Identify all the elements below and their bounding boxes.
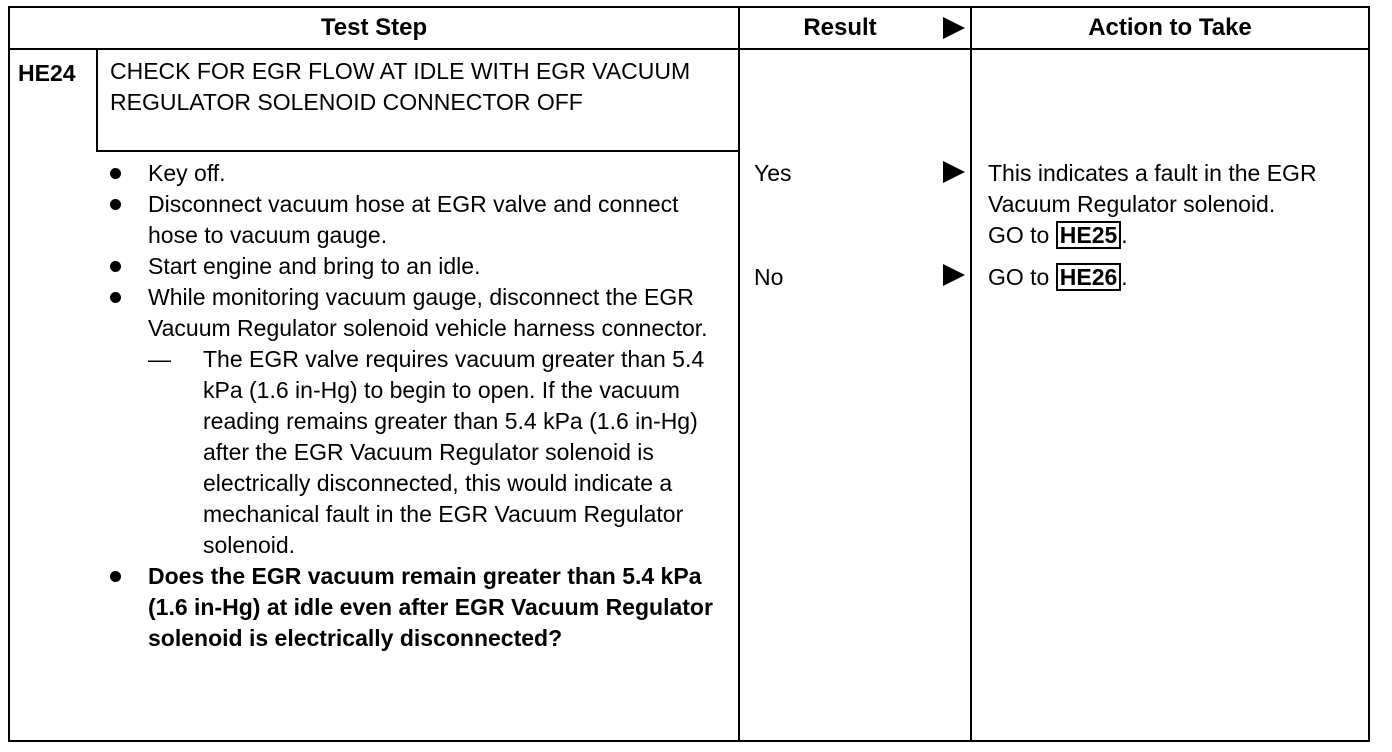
title-bottom-border	[96, 150, 738, 152]
action-no	[988, 262, 1368, 293]
instruction-text: Disconnect vacuum hose at EGR valve and connect hose to vacuum gauge.	[148, 191, 679, 248]
note-text: The EGR valve requires vacuum greater than 5.4 kPa (1.6 in-Hg) to begin to open. If the vacuum reading remains greater than 5.4 kPa (1.6 in-Hg) after the EGR Vacuum Regulator solenoid is electrically disconnected, this would indicate a mechanical fault in the EGR Vacuum Regulator solenoid.	[203, 346, 705, 558]
goto-ref-he25[interactable]: HE25	[1056, 221, 1122, 249]
goto-suffix: .	[1121, 264, 1128, 290]
action-yes-goto	[988, 220, 1368, 251]
header-arrow-icon	[943, 17, 965, 39]
goto-prefix: GO to	[988, 222, 1050, 248]
result-no-arrow-icon	[943, 264, 965, 286]
table-right-border	[1368, 6, 1370, 742]
instruction-item	[104, 251, 734, 282]
instruction-text: While monitoring vacuum gauge, disconnect the EGR Vacuum Regulator solenoid vehicle harness connector.	[148, 284, 708, 341]
result-no: No	[754, 264, 784, 290]
header-result: Result	[803, 14, 877, 41]
goto-ref-he26[interactable]: HE26	[1056, 263, 1122, 291]
result-yes-arrow-icon	[943, 161, 965, 183]
test-step-divider	[738, 6, 740, 742]
table-bottom-border	[8, 740, 1370, 742]
bullet-icon	[110, 168, 121, 179]
action-yes	[988, 158, 1368, 251]
table-left-border	[8, 6, 10, 742]
bullet-icon	[110, 261, 121, 272]
goto-prefix: GO to	[988, 264, 1050, 290]
instruction-note	[148, 344, 734, 561]
goto-suffix: .	[1121, 222, 1128, 248]
instruction-item	[104, 189, 734, 251]
instruction-item	[104, 158, 734, 189]
header-action: Action to Take	[1088, 14, 1252, 41]
action-yes-text: This indicates a fault in the EGR Vacuum Regulator solenoid.	[988, 160, 1317, 217]
step-title: CHECK FOR EGR FLOW AT IDLE WITH EGR VACUUM REGULATOR SOLENOID CONNECTOR OFF	[110, 58, 691, 115]
dash-marker: —	[148, 346, 171, 372]
bullet-icon	[110, 199, 121, 210]
result-yes: Yes	[754, 160, 792, 186]
result-divider	[970, 6, 972, 742]
step-instructions	[104, 158, 734, 654]
header-test-step: Test Step	[320, 14, 428, 41]
question-item	[104, 561, 734, 654]
question-text: Does the EGR vacuum remain greater than 5.4 kPa (1.6 in-Hg) at idle even after EGR Vacuum Regulator solenoid is electrically disconnected?	[148, 563, 713, 651]
bullet-icon	[110, 292, 121, 303]
instruction-text: Key off.	[148, 160, 226, 186]
header-bottom-border	[8, 48, 1370, 50]
step-id-divider	[96, 48, 98, 152]
bullet-icon	[110, 571, 121, 582]
step-id: HE24	[18, 60, 76, 86]
action-no-goto	[988, 262, 1368, 293]
instruction-text: Start engine and bring to an idle.	[148, 253, 481, 279]
instruction-item	[104, 282, 734, 561]
